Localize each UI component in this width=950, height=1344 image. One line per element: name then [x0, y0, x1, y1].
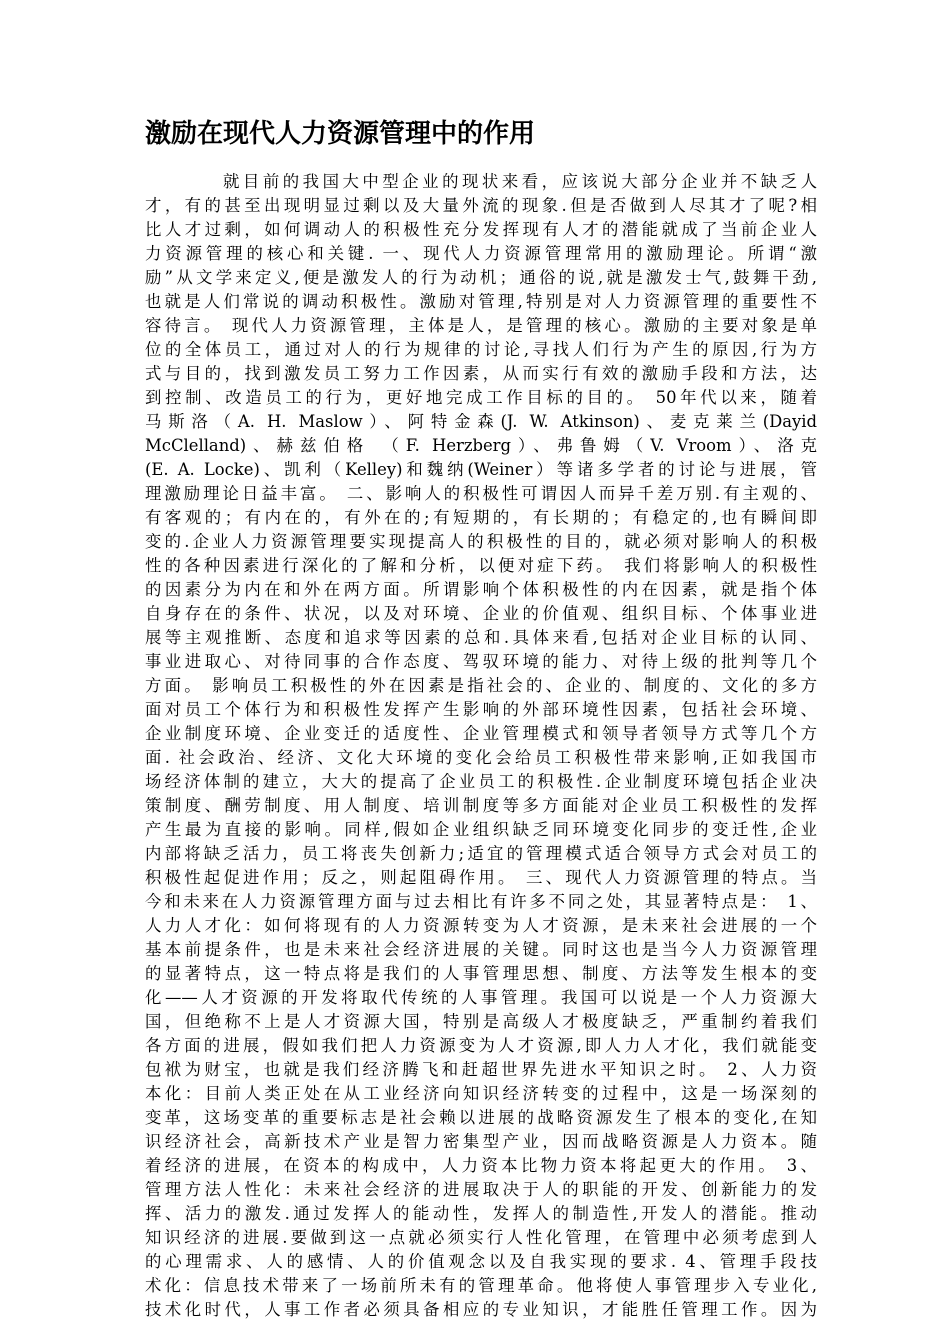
body-text-line: 力资源管理的核心和关键. 一、现代人力资源管理常用的激励理论。所谓“激	[145, 244, 817, 263]
body-text-line: 包袱为财宝，也就是我们经济腾飞和赶超世界先进水平知识之时。 2、人力资	[145, 1060, 817, 1079]
body-text-line: 识经济社会，高新技术产业是智力密集型产业，因而战略资源是人力资本。随	[145, 1132, 817, 1151]
body-text-line: 今和未来在人力资源管理方面与过去相比有许多不同之处，其显著特点是： 1、	[145, 892, 817, 911]
body-text-line: 人力人才化：如何将现有的人力资源转变为人才资源，是未来社会进展的一个	[145, 916, 817, 935]
body-text-line: 性的各种因素进行深化的了解和分析，以便对症下药。 我们将影响人的积极性	[145, 556, 817, 575]
body-text-line: 自身存在的条件、状况，以及对环境、企业的价值观、组织目标、个体事业进	[145, 604, 817, 623]
body-text-line: 策制度、酬劳制度、用人制度、培训制度等多方面能对企业员工积极性的发挥	[145, 796, 817, 815]
body-text-line: 积极性起促进作用；反之，则起阻碍作用。 三、现代人力资源管理的特点。当	[145, 868, 817, 887]
body-text-line: 国，但绝称不上是人才资源大国，特别是高级人才极度缺乏，严重制约着我们	[145, 1012, 817, 1031]
document-title: 激励在现代人力资源管理中的作用	[145, 119, 536, 149]
body-text-line: 变的.企业人力资源管理要实现提高人的积极性的目的，就必须对影响人的积极	[145, 532, 817, 551]
body-text-line: 企业制度环境、企业变迁的适度性、企业管理模式和领导者领导方式等几个方	[145, 724, 817, 743]
body-text-line: 到控制、改造员工的行为，更好地完成工作目标的目的。 50年代以来，随着	[145, 388, 817, 407]
body-text-line: 化——人才资源的开发将取代传统的人事管理。我国可以说是一个人力资源大	[145, 988, 817, 1007]
body-text-line: 也就是人们常说的调动积极性。激励对管理,特别是对人力资源管理的重要性不	[145, 292, 817, 311]
body-text-line: 有客观的；有内在的，有外在的;有短期的，有长期的；有稳定的,也有瞬间即	[145, 508, 817, 527]
document-body	[145, 170, 817, 1322]
body-text-line: 各方面的进展，假如我们把人力资源变为人才资源,即人力人才化，我们就能变	[145, 1036, 817, 1055]
body-text-line: 马斯洛（A. H. Maslow）、阿特金森(J. W. Atkinson)、麦克莱兰(Dayid	[145, 412, 817, 431]
body-text-line: 方面。 影响员工积极性的外在因素是指社会的、企业的、制度的、文化的多方	[145, 676, 817, 695]
body-text-line: 技术化时代，人事工作者必须具备相应的专业知识，才能胜任管理工作。因为	[145, 1300, 817, 1319]
body-text-line: 场经济体制的建立，大大的提高了企业员工的积极性.企业制度环境包括企业决	[145, 772, 817, 791]
body-text-line: 的显著特点，这一特点将是我们的人事管理思想、制度、方法等发生根本的变	[145, 964, 817, 983]
body-text-line: 容待言。 现代人力资源管理，主体是人，是管理的核心。激励的主要对象是单	[145, 316, 817, 335]
body-text-line: 产生最为直接的影响。同样,假如企业组织缺乏同环境变化同步的变迁性,企业	[145, 820, 817, 839]
body-text-line: 事业进取心、对待同事的合作态度、驾驭环境的能力、对待上级的批判等几个	[145, 652, 817, 671]
body-text-line: 挥、活力的激发.通过发挥人的能动性，发挥人的制造性,开发人的潜能。推动	[145, 1204, 817, 1223]
body-text-line: 比人才过剩，如何调动人的积极性充分发挥现有人才的潜能就成了当前企业人	[145, 220, 817, 239]
body-text-line: 励”从文学来定义,便是激发人的行为动机；通俗的说,就是激发士气,鼓舞干劲,	[145, 268, 817, 287]
body-text-line: 管理方法人性化：未来社会经济的进展取决于人的职能的开发、创新能力的发	[145, 1180, 817, 1199]
body-text-line: 本化：目前人类正处在从工业经济向知识经济转变的过程中，这是一场深刻的	[145, 1084, 817, 1103]
body-text-line: 面. 社会政治、经济、文化大环境的变化会给员工积极性带来影响,正如我国市	[145, 748, 817, 767]
body-text-line: 才，有的甚至出现明显过剩以及大量外流的现象.但是否做到人尽其才了呢?相	[145, 196, 817, 215]
body-text-line: 就目前的我国大中型企业的现状来看，应该说大部分企业并不缺乏人	[223, 172, 817, 191]
body-text-line: McClelland)、赫兹伯格 （F. Herzberg）、弗鲁姆（V. Vroom）、洛克	[145, 436, 817, 455]
body-text-line: 展等主观推断、态度和追求等因素的总和.具体来看,包括对企业目标的认同、	[145, 628, 817, 647]
body-text-line: 理激励理论日益丰富。 二、影响人的积极性可谓因人而异千差万别.有主观的、	[145, 484, 817, 503]
body-text-line: 式与目的，找到激发员工努力工作因素，从而实行有效的激励手段和方法，达	[145, 364, 817, 383]
body-text-line: 位的全体员工，通过对人的行为规律的讨论,寻找人们行为产生的原因,行为方	[145, 340, 817, 359]
body-text-line: 的心理需求、人的感情、人的价值观念以及自我实现的要求. 4、管理手段技	[145, 1252, 817, 1271]
body-text-line: 面对员工个体行为和积极性发挥产生影响的外部环境性因素，包括社会环境、	[145, 700, 817, 719]
body-text-line: 变革，这场变革的重要标志是社会赖以进展的战略资源发生了根本的变化,在知	[145, 1108, 817, 1127]
body-text-line: (E. A. Locke)、凯利（Kelley)和魏纳(Weiner）等诸多学者的讨论与进展，管	[145, 460, 817, 479]
body-text-line: 的因素分为内在和外在两方面。所谓影响个体积极性的内在因素，就是指个体	[145, 580, 817, 599]
body-text-line: 内部将缺乏活力，员工将丧失创新力;适宜的管理模式适合领导方式会对员工的	[145, 844, 817, 863]
body-text-line: 知识经济的进展.要做到这一点就必须实行人性化管理，在管理中必须考虑到人	[145, 1228, 817, 1247]
body-text-line: 着经济的进展，在资本的构成中，人力资本比物力资本将起更大的作用。 3、	[145, 1156, 817, 1175]
body-text-line: 基本前提条件，也是未来社会经济进展的关键。同时这也是当今人力资源管理	[145, 940, 817, 959]
body-text-line: 术化：信息技术带来了一场前所未有的管理革命。他将使人事管理步入专业化,	[145, 1276, 817, 1295]
